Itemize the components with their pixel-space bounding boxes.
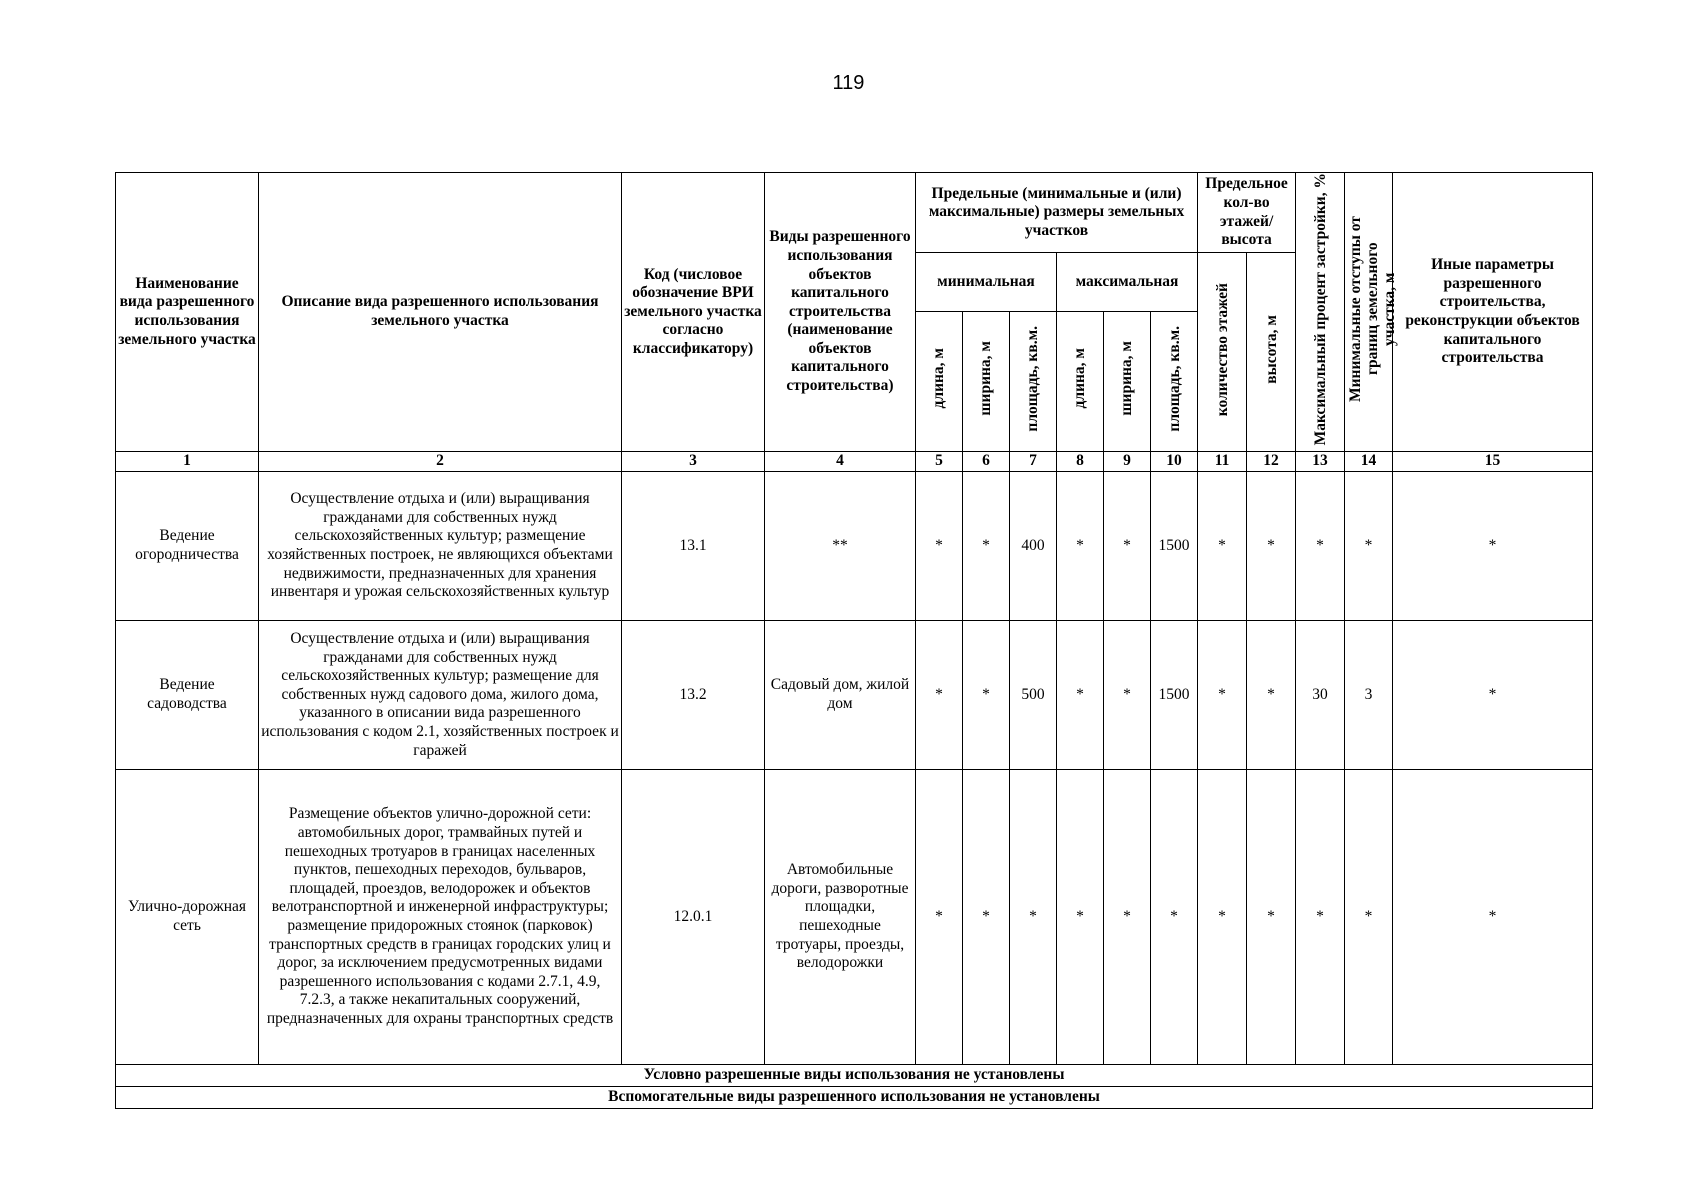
header-max-area [1151,312,1198,452]
cell-min-length: * [916,621,963,770]
cell-description: Осуществление отдыха и (или) выращивания гражданами для собственных нужд сельскохозяйственных культур; размещение для собственных нужд садового дома, жилого дома, указанного в описании вида разрешенного использования с кодом 2.1, хозяйственных построек и гаражей [259,621,622,770]
header-max-width [1104,312,1151,452]
header-floor-count [1198,253,1247,452]
header-max-length [1057,312,1104,452]
cell-setback: * [1345,472,1393,621]
column-number: 2 [259,452,622,472]
table-row [116,472,1593,621]
land-use-table [115,172,1593,1109]
cell-min-area: 500 [1010,621,1057,770]
cell-other: * [1393,621,1593,770]
column-number: 13 [1296,452,1345,472]
table-row [116,621,1593,770]
cell-setback: * [1345,770,1393,1065]
cell-build-percent: * [1296,472,1345,621]
cell-height: * [1247,770,1296,1065]
column-number: 15 [1393,452,1593,472]
header-min-area-label: площадь, кв.м. [1024,325,1042,432]
header-code: Код (числовое обозначение ВРИ земельного участка согласно классификатору) [622,173,765,452]
column-number: 11 [1198,452,1247,472]
cell-max-area: * [1151,770,1198,1065]
header-setback-label: Минимальные отступы от границ земельного участка, м [1347,216,1399,403]
cell-floors: * [1198,770,1247,1065]
cell-other: * [1393,472,1593,621]
column-number: 9 [1104,452,1151,472]
cell-max-area: 1500 [1151,621,1198,770]
cell-max-length: * [1057,770,1104,1065]
cell-description: Осуществление отдыха и (или) выращивания гражданами для собственных нужд сельскохозяйственных культур; размещение хозяйственных построек, не являющихся объектами недвижимости, предназначенных для хранения инвентаря и урожая сельскохозяйственных культур [259,472,622,621]
header-max-width-label: ширина, м [1118,341,1136,416]
cell-max-length: * [1057,621,1104,770]
conditional-uses-note: Условно разрешенные виды использования не установлены [116,1065,1593,1087]
header-objects: Виды разрешенного использования объектов капитального строительства (наименование объектов капитального строительства) [765,173,916,452]
cell-build-percent: * [1296,770,1345,1065]
header-min-length [916,312,963,452]
header-build-percent-label: Максимальный процент застройки, % [1311,173,1329,446]
conditional-uses-row [116,1065,1593,1087]
header-floor-count-label: количество этажей [1213,282,1231,416]
header-description: Описание вида разрешенного использования земельного участка [259,173,622,452]
header-min-width [963,312,1010,452]
cell-objects: ** [765,472,916,621]
cell-min-width: * [963,472,1010,621]
auxiliary-uses-note: Вспомогательные виды разрешенного использования не установлены [116,1087,1593,1109]
cell-floors: * [1198,472,1247,621]
header-build-percent [1296,173,1345,452]
header-maximum: максимальная [1057,253,1198,312]
header-min-area [1010,312,1057,452]
cell-max-length: * [1057,472,1104,621]
column-number: 3 [622,452,765,472]
cell-build-percent: 30 [1296,621,1345,770]
column-number: 1 [116,452,259,472]
cell-code: 13.1 [622,472,765,621]
column-number-row [116,452,1593,472]
header-floors-height: Предельное кол-во этажей/ высота [1198,173,1296,253]
header-height-label: высота, м [1262,314,1280,384]
column-number: 8 [1057,452,1104,472]
cell-max-width: * [1104,770,1151,1065]
cell-min-width: * [963,621,1010,770]
cell-min-area: 400 [1010,472,1057,621]
auxiliary-uses-row [116,1087,1593,1109]
cell-height: * [1247,472,1296,621]
page-number: 119 [832,72,865,94]
cell-objects: Садовый дом, жилой дом [765,621,916,770]
cell-name: Улично-дорожная сеть [116,770,259,1065]
header-min-width-label: ширина, м [977,341,995,416]
column-number: 7 [1010,452,1057,472]
cell-max-width: * [1104,472,1151,621]
column-number: 5 [916,452,963,472]
cell-min-width: * [963,770,1010,1065]
cell-description: Размещение объектов улично-дорожной сети: автомобильных дорог, трамвайных путей и пешеходных тротуаров в границах населенных пунктов, пешеходных переходов, бульваров, площадей, проездов, велодорожек и объектов велотранспортной и инженерной инфраструктуры; размещение придорожных стоянок (парковок) транспортных средств в границах городских улиц и дорог, за исключением предусмотренных видами разрешенного использования с кодами 2.7.1, 4.9, 7.2.3, а также некапитальных сооружений, предназначенных для охраны транспортных средств [259,770,622,1065]
header-name: Наименование вида разрешенного использования земельного участка [116,173,259,452]
column-number: 4 [765,452,916,472]
table-row [116,770,1593,1065]
header-max-length-label: длина, м [1071,348,1089,409]
cell-code: 13.2 [622,621,765,770]
column-number: 14 [1345,452,1393,472]
cell-other: * [1393,770,1593,1065]
column-number: 6 [963,452,1010,472]
cell-max-area: 1500 [1151,472,1198,621]
cell-height: * [1247,621,1296,770]
header-minimum: минимальная [916,253,1057,312]
cell-min-length: * [916,770,963,1065]
cell-name: Ведение садоводства [116,621,259,770]
column-number: 10 [1151,452,1198,472]
header-plot-sizes: Предельные (минимальные и (или) максимальные) размеры земельных участков [916,173,1198,253]
cell-code: 12.0.1 [622,770,765,1065]
header-other-params: Иные параметры разрешенного строительства, реконструкции объектов капитального строительства [1393,173,1593,452]
header-min-length-label: длина, м [930,348,948,409]
cell-min-area: * [1010,770,1057,1065]
header-setback [1345,173,1399,452]
cell-min-length: * [916,472,963,621]
cell-objects: Автомобильные дороги, разворотные площадки, пешеходные тротуары, проезды, велодорожки [765,770,916,1065]
cell-name: Ведение огородничества [116,472,259,621]
cell-max-width: * [1104,621,1151,770]
cell-setback: 3 [1345,621,1393,770]
cell-floors: * [1198,621,1247,770]
column-number: 12 [1247,452,1296,472]
header-max-area-label: площадь, кв.м. [1165,325,1183,432]
header-height [1247,253,1296,452]
